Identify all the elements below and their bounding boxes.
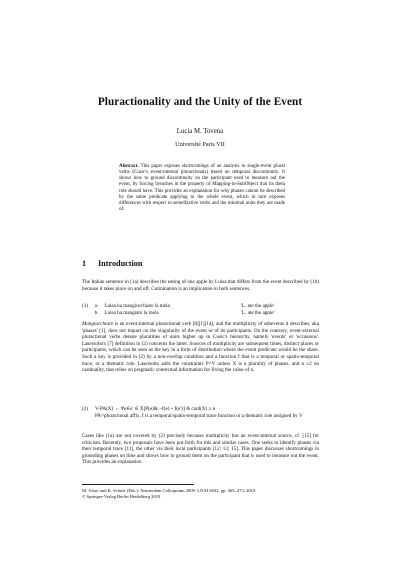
example-1 [82, 303, 319, 316]
author-affiliation: Université Paris VII [175, 141, 225, 148]
example-gloss: 'L. ate the apple' [240, 303, 275, 309]
section-title: Introduction [98, 259, 143, 268]
formula-2 [82, 406, 319, 419]
footnote-citation: M. Aloni and K. Schulz (Eds.): Amsterdam Colloquium 2009, LNAI 6042, pp. 465–473, 2010. [82, 488, 257, 493]
intro-paragraph-3: Cases like (1a) are not covered by (2) precisely because multiplicity has an event-internal source, cf. [15] for criticism. Recently, two proposals have been put forth for this and similar cases. One seeks to identify phases via their temporal trace [11], the other via their local participants [12; 13; 15]. This paper discusses shortcomings in grounding phases on time and shows how to ground them on the participant that is used to measure out the event. This provides an explanation [82, 433, 319, 466]
section-heading [82, 259, 322, 268]
formula-number: (2) [82, 406, 88, 412]
example-sublabel: b. [94, 309, 99, 316]
footnote-copyright: © Springer-Verlag Berlin Heidelberg 2010 [82, 493, 161, 499]
intro-paragraph-2 [82, 321, 319, 374]
formula-line-2: PA=pluractional affix, f is a temporal/spatio-temporal trace function or a thematic role assigned by V [95, 412, 303, 419]
author-name: Lucia M. Tovena [176, 128, 224, 135]
footnote-rule [82, 484, 194, 485]
formula-line-1: V-PA(X) ⇔ ∀e∈e′ ∈ X[P(e)& ¬f(e) ∘ f(e′)] & card(X) ≥ n [95, 406, 216, 412]
example-italian: Luisa ha mangiucchiato la mela [104, 303, 170, 309]
example-row-a [82, 303, 319, 310]
abstract-text: This paper exposes shortcomings of an analysis to single-event plural verbs (Cusic's event-internal pluractionals) based on temporal discontinuity. It shows how to ground discontinuity on the participant used to measure out the event, by forcing breaches in the property of Mapping-to-SubObject that its theta role should have. This provides an explanation for why phases cannot be described by the same predicate applying to the whole event, which in turn exposes differences with respect to semelfactive verbs and the minimal units they are made of. [119, 164, 285, 213]
example-italian: Luisa ha mangiato la mela [104, 309, 159, 316]
publication-footnote [82, 488, 319, 499]
intro-paragraph-1: The Italian sentence in (1a) describes the eating of one apple by Luisa that differs from the event described by (1b) because it takes place on and off. Culmination is an implicature in both sentences. [82, 279, 319, 292]
abstract-block [119, 164, 285, 213]
paragraph-2-text: is an event-internal pluractional verb [8][1][14], and the multiplicity of subevents it describes, aka 'phases' [1], does not impact on the singularity of the event or of its participants. On the contrary, event-external pluractional verbs denote pluralities of units higher up in Cusic's hierarchy, namely 'events' or 'occasions'. Lasersohn's [7] definition in (2) concerns the latter. Sources of multiplicity are subsequent times, distinct places or participants, which can be seen as the key in a form of distribution where the event predicate would be the share. Such a key is provided in (2) by a non-overlap condition and a function f that is a temporal or spatio-temporal trace, or a thematic role. Lasersohn adds the constraints P=V unless X is a plurality of phases, and n ≥2 on cardinality, that relies on pragmatic contextual information for fixing the value of n. [82, 321, 319, 374]
example-sublabel: a. [94, 303, 99, 309]
italic-verb: Mangiucchiare [82, 321, 114, 327]
example-number: (1) [82, 303, 88, 309]
paper-title: Pluractionality and the Unity of the Event [97, 96, 303, 108]
abstract-label: Abstract. [119, 164, 139, 169]
example-gloss: 'L. ate the apple' [240, 309, 275, 316]
section-number: 1 [82, 259, 87, 268]
example-row-b [82, 310, 319, 317]
